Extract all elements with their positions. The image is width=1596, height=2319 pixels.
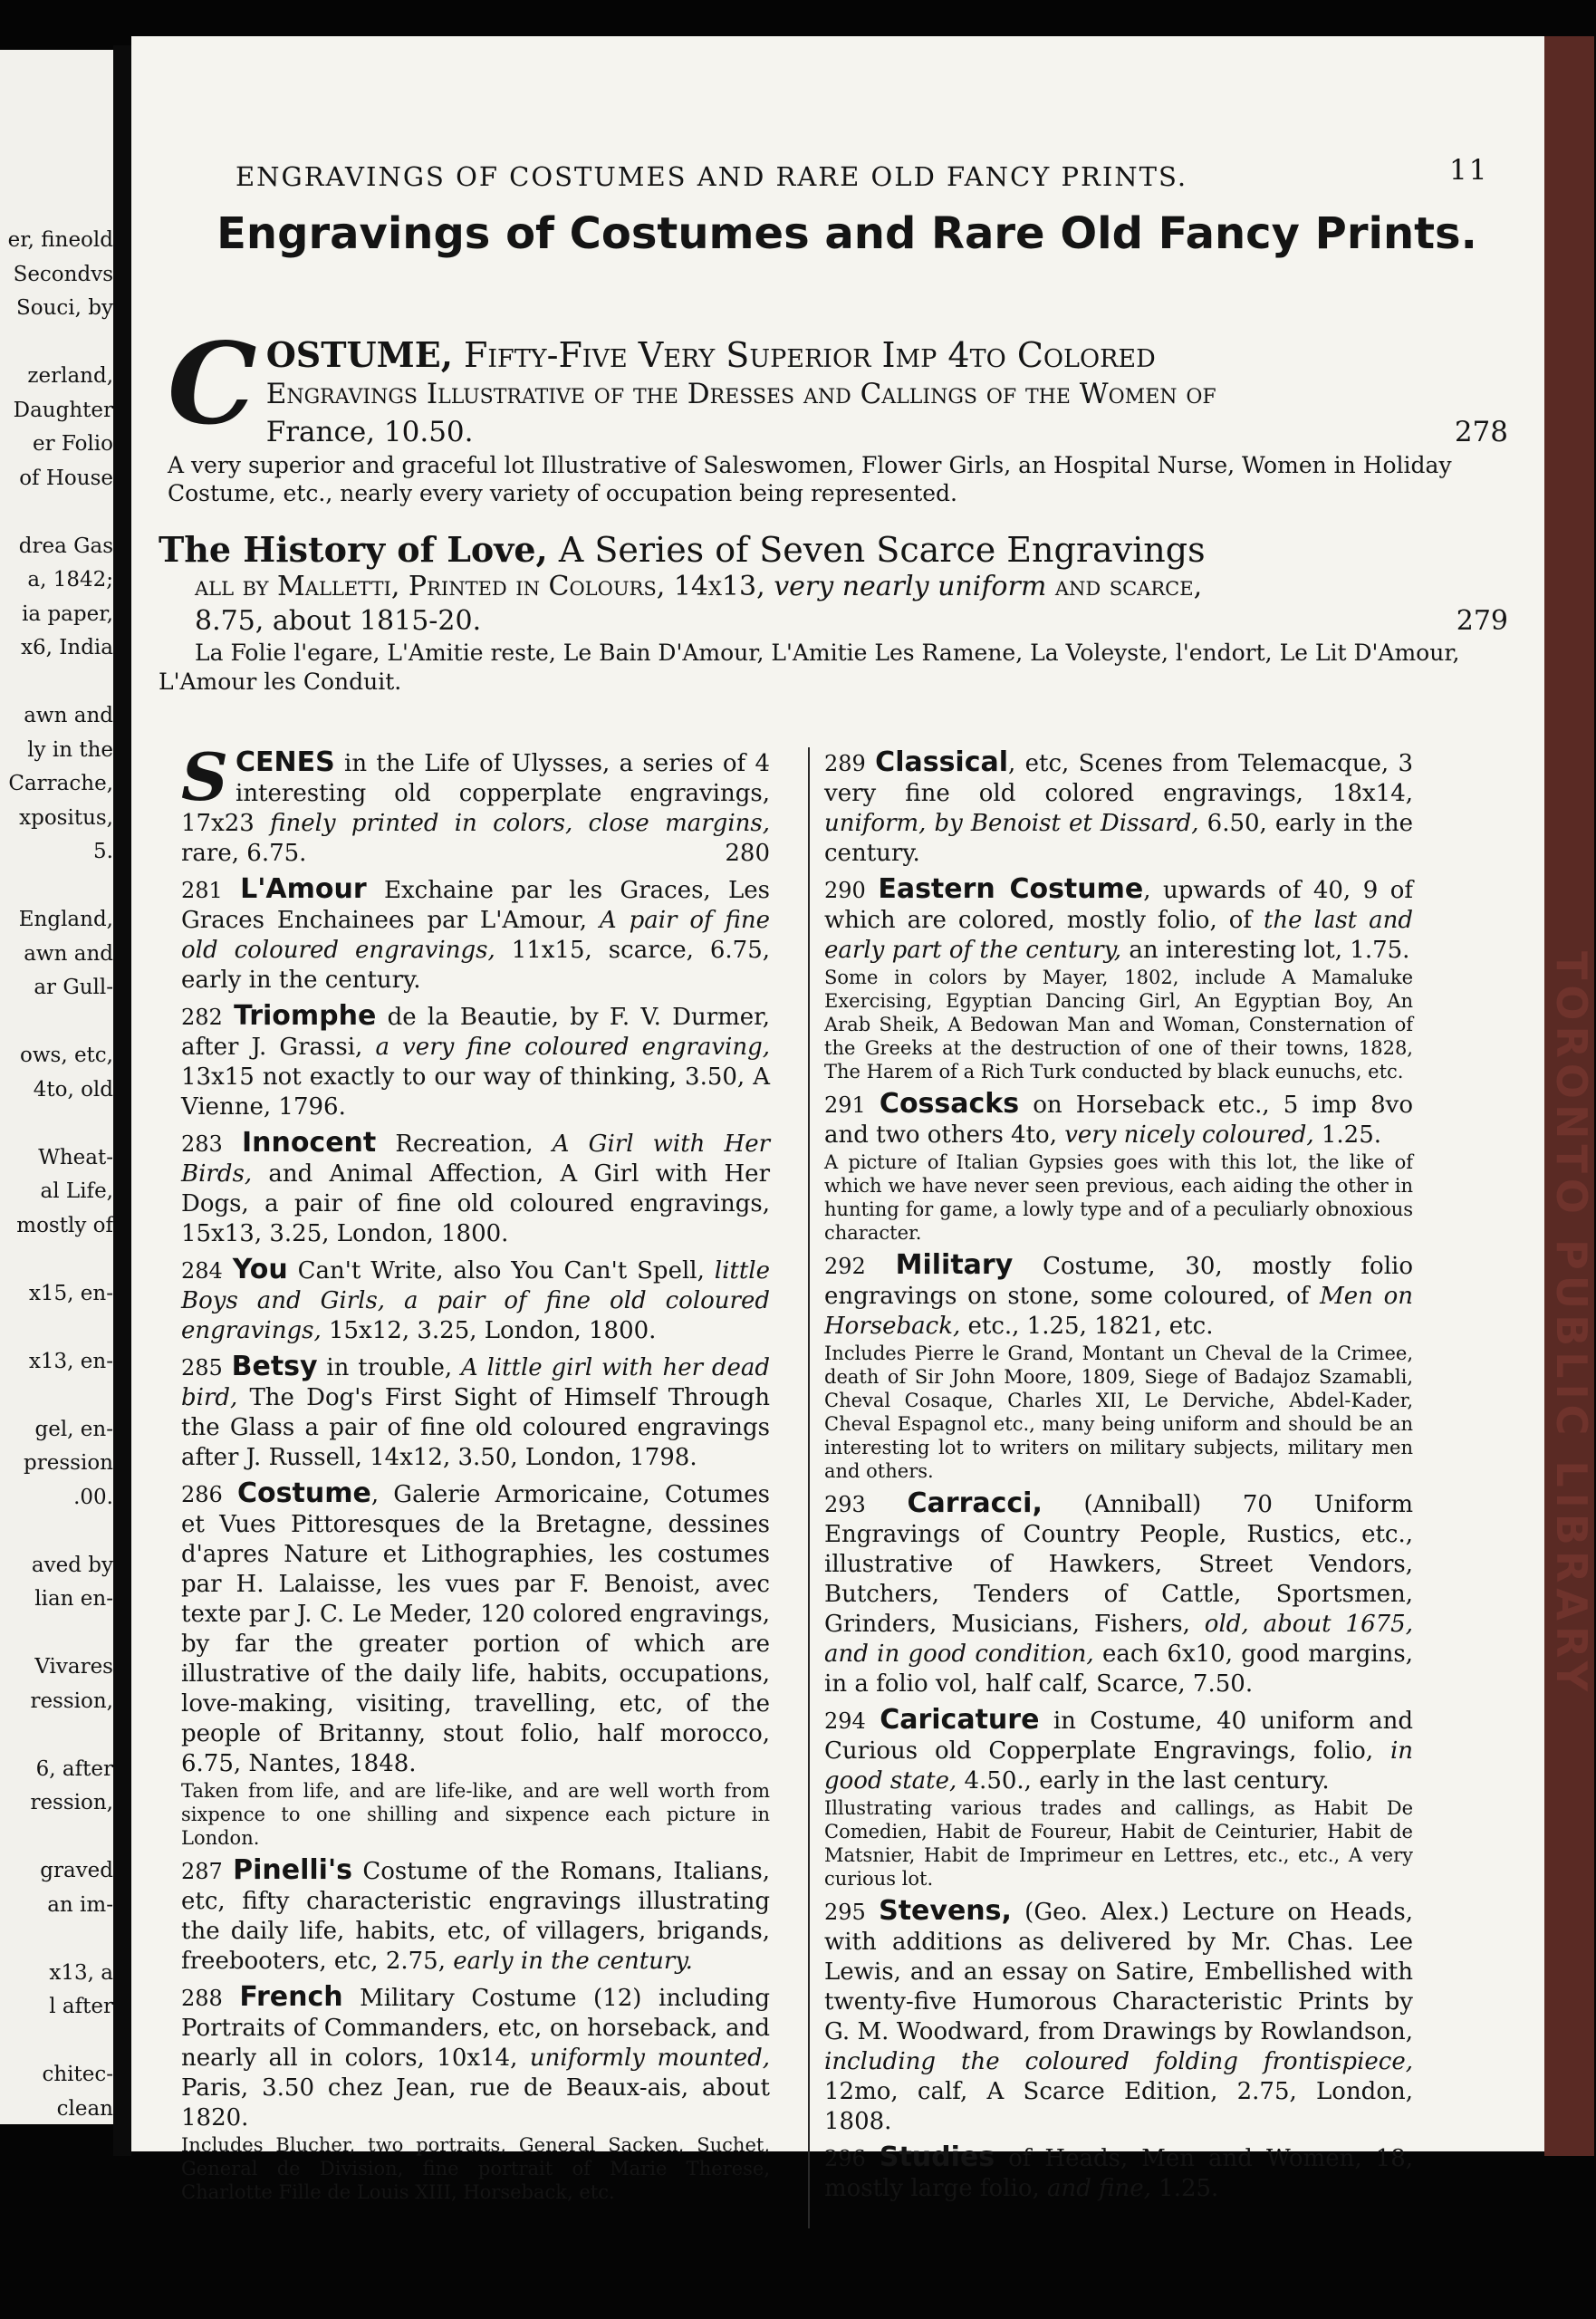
dropcap-c: C: [168, 319, 257, 450]
lot-title: Studies: [879, 2141, 995, 2173]
lot-body: in Costume, 40 uniform and Curious old Copperplate Engravings, folio,: [824, 1708, 1413, 1765]
lot-body: , etc, Scenes from Telemacque, 3 very fine old colored engravings, 18x14,: [824, 750, 1414, 807]
lot-number: 287: [181, 1859, 223, 1884]
lot-title: L'Amour: [240, 873, 367, 905]
history-description: La Folie l'egare, L'Amitie reste, Le Bain D'Amour, L'Amitie Les Ramene, La Voleyste, l'endort, Le Lit D'Amour, L'Amour les Conduit.: [159, 640, 1460, 695]
lot-title: Triomphe: [234, 1000, 377, 1032]
facing-page-line: ression,: [30, 1689, 113, 1713]
lot-title: Caricature: [880, 1704, 1040, 1736]
facing-page-line: ows, etc,: [19, 1044, 113, 1067]
lot-body-end: 1.25.: [1313, 1121, 1382, 1149]
lot-body-italic: including the coloured folding frontispiece,: [824, 2048, 1413, 2075]
lot-body: on Horseback etc., 5 imp 8vo and two others 4to,: [824, 1092, 1414, 1149]
lot-body: in the Life of Ulysses, a series of 4 interesting old copperplate engravings, 17x23: [181, 750, 770, 837]
lot-287: [181, 1855, 770, 1977]
facing-page-line: a, 1842;: [27, 568, 113, 592]
facing-page-line: chitec-: [42, 2063, 113, 2086]
lot-text: [181, 1255, 770, 1346]
lot-body: Exchaine par les Graces, Les Graces Enchainees par L'Amour,: [181, 877, 770, 934]
lot-text: [824, 1089, 1413, 1150]
lot-body: (Geo. Alex.) Lecture on Heads, with additions as delivered by Mr. Chas. Lee Lewis, and an essay on Satire, Embellished with twenty-five Humorous Characteristic Prints by G. M. Woodward, from Drawings by Rowlandson,: [824, 1899, 1413, 2045]
lot-text: [181, 1982, 770, 2133]
lot-body-end: 4.50., early in the last century.: [957, 1767, 1330, 1795]
lot-288: [181, 1982, 770, 2204]
lot-title: You: [232, 1254, 288, 1285]
running-header: [236, 154, 1504, 192]
lot-note: Taken from life, and are life-like, and are well worth from sixpence to one shilling and sixpence each picture in London.: [181, 1780, 770, 1849]
lot-title: Eastern Costume: [878, 873, 1144, 905]
lot-text: [181, 1478, 770, 1779]
lot-body: Costume of the Romans, Italians, etc, fifty characteristic engravings illustrating the daily life, habits, etc, of villagers, brigands, freebooters, etc, 2.75,: [181, 1858, 771, 1975]
lot-title: Costume: [237, 1477, 371, 1509]
lot-body-end: Paris, 3.50 chez Jean, rue de Beaux-ais, about 1820.: [181, 2074, 770, 2131]
history-heading: [159, 530, 1508, 570]
lot-title: Stevens,: [879, 1895, 1012, 1927]
facing-page-line: England,: [18, 908, 113, 931]
lot-title: Military: [895, 1249, 1014, 1281]
facing-page-line: of House: [19, 466, 113, 490]
lot-number: 288: [181, 1986, 223, 2011]
lot-number: 284: [181, 1258, 223, 1284]
lot-number: 286: [181, 1482, 223, 1507]
lot-body: Military Costume (12) including Portraits of Commanders, etc, on horseback, and nearly all in colors, 10x14,: [181, 1985, 770, 2072]
lot-281: [181, 874, 770, 996]
lot-body-end: 15x12, 3.25, London, 1800.: [321, 1317, 657, 1344]
history-title-rest: A Series of Seven Scarce Engravings: [547, 530, 1206, 570]
lot-text: [181, 874, 770, 996]
lot-text: [181, 1855, 770, 1977]
lot-number: 280: [725, 840, 770, 867]
facing-page-line: Souci, by: [16, 296, 113, 320]
lot-295: [824, 1896, 1413, 2137]
facing-page-line: Daughter: [13, 398, 113, 422]
costume-line2: Engravings Illustrative of the Dresses and Callings of the Women of: [265, 378, 1216, 410]
history-line2: all by Malletti, Printed in Colours, 14x13, very nearly uniform and scarce,: [195, 571, 1203, 602]
lot-286: [181, 1478, 770, 1850]
lot-text: [181, 738, 770, 869]
lot-number: 295: [824, 1900, 866, 1925]
lot-290: [824, 874, 1413, 1083]
facing-page-line: lian en-: [34, 1587, 113, 1611]
lot-285: [181, 1352, 770, 1473]
costume-heading: [168, 335, 1508, 375]
costume-title-rest: Fifty-Five Very Superior Imp 4to Colored: [452, 335, 1156, 375]
history-line3: 8.75, about 1815-20. 279: [195, 605, 1508, 637]
lot-body-italic: the last and early part of the century,: [824, 907, 1413, 964]
facing-page-line: x6, India: [21, 636, 113, 659]
facing-page-line: pression: [24, 1451, 113, 1475]
facing-page-line: x13, en-: [28, 1349, 113, 1373]
lot-text: [824, 2142, 1413, 2204]
left-column: [181, 738, 771, 2209]
lot-title: Carracci,: [907, 1487, 1043, 1519]
lot-number: 291: [824, 1092, 866, 1118]
lot-body-italic: finely printed in colors, close margins,: [270, 810, 770, 837]
lot-body-italic: very nicely coloured,: [1064, 1121, 1314, 1149]
facing-page-line: .00.: [73, 1485, 113, 1509]
lot-293: [824, 1488, 1413, 1699]
facing-page-line: clean: [56, 2096, 113, 2121]
lot-body: , Galerie Armoricaine, Cotumes et Vues Pittoresques de la Bretagne, dessines d'apres Nature et Lithographies, les costumes par H. Lalaisse, les vues par F. Benoist, avec texte par J. C. Le Meder, 120 colored engravings, by far the greater portion of which are illustrative of the daily life, habits, occupations, love-making, visiting, travelling, etc, of the people of Britanny, stout folio, half morocco, 6.75, Nantes, 1848.: [181, 1481, 770, 1777]
lot-number: 279: [1456, 605, 1508, 637]
lot-body-italic: A Girl with Her Birds,: [181, 1131, 771, 1188]
costume-line3: France, 10.50. 278: [168, 413, 1508, 451]
lot-text: [181, 1352, 770, 1473]
lot-title: Classical: [875, 746, 1009, 778]
lot-284: [181, 1255, 770, 1346]
lot-body-italic: A little girl with her dead bird,: [181, 1354, 771, 1411]
lot-body-end: each 6x10, good margins, in a folio vol, half calf, Scarce, 7.50.: [824, 1641, 1414, 1698]
lot-text: [181, 1001, 770, 1122]
facing-page-line: 4to, old: [33, 1077, 113, 1102]
facing-page-line: Carrache,: [8, 772, 113, 795]
lot-280: [181, 738, 770, 869]
lot-text: [824, 1705, 1413, 1796]
lot-body-italic: little Boys and Girls, a pair of fine old coloured engravings,: [181, 1257, 771, 1344]
lot-body-end: 13x15 not exactly to our way of thinking, 3.50, A Vienne, 1796.: [181, 1063, 770, 1121]
history-of-love-section: [159, 530, 1508, 697]
lot-number: 289: [824, 751, 866, 776]
lot-296: [824, 2142, 1413, 2204]
lot-283: [181, 1128, 770, 1249]
lot-body-end: and Animal Affection, A Girl with Her Dogs, a pair of fine old coloured engravings, 15x13, 3.25, London, 1800.: [181, 1160, 770, 1247]
lot-body-end: 6.50, early in the century.: [824, 810, 1413, 867]
facing-page-line: ression,: [30, 1791, 113, 1814]
lot-number: 296: [824, 2146, 866, 2171]
lot-text: [824, 1488, 1413, 1699]
page-number: 11: [1449, 154, 1489, 187]
lot-number: 292: [824, 1254, 866, 1279]
lot-294: [824, 1705, 1413, 1891]
lot-title: Cossacks: [879, 1088, 1020, 1120]
facing-page-line: graved: [40, 1859, 113, 1882]
lot-number: 278: [1454, 416, 1508, 448]
facing-page-line: 6, after: [35, 1756, 113, 1781]
facing-page-line: er Folio: [32, 432, 113, 456]
column-rule: [808, 747, 810, 2228]
lot-body-italic: in good state,: [824, 1737, 1413, 1795]
lot-title: Betsy: [231, 1351, 318, 1382]
facing-page-line: ly in the: [27, 737, 113, 762]
lot-note: Illustrating various trades and callings, as Habit De Comedien, Habit de Foureur, Habit de Ceinturier, Habit de Matsnier, Habit de Imprimeur en Lettres, etc., etc., A very curious lot.: [824, 1797, 1413, 1890]
lot-body: (Anniball) 70 Uniform Engravings of Country People, Rustics, etc., illustrative of Hawkers, Street Vendors, Butchers, Tenders of Cattle, Sportsmen, Grinders, Musicians, Fishers,: [824, 1491, 1414, 1638]
lot-note: Some in colors by Mayer, 1802, include A Mamaluke Exercising, Egyptian Dancing Girl, An Egyptian Boy, An Arab Sheik, A Bedowan Man and Woman, Consternation of the Greeks at the destruction of one of their towns, 1828, The Harem of a Rich Turk conducted by black eunuchs, etc.: [824, 967, 1413, 1083]
facing-page-line: aved by: [31, 1553, 113, 1577]
lot-body: Costume, 30, mostly folio engravings on stone, some coloured, of: [824, 1253, 1413, 1310]
facing-page-line: 5.: [93, 840, 113, 863]
facing-page-line: ia paper,: [22, 601, 113, 626]
lot-body-italic: and fine,: [1047, 2175, 1151, 2202]
catalogue-page: [131, 36, 1544, 2203]
facing-page-line: mostly of: [16, 1213, 113, 1237]
facing-page-line: er, fineold: [7, 228, 113, 252]
lot-text: [824, 747, 1413, 869]
facing-page-line: drea Gas: [18, 534, 113, 558]
facing-page-line: Wheat-: [38, 1145, 113, 1169]
costume-description: A very superior and graceful lot Illustrative of Saleswomen, Flower Girls, an Hospital Nurse, Women in Holiday Costume, etc., nearly every variety of occupation being represented.: [168, 452, 1452, 506]
lot-number: 294: [824, 1708, 866, 1734]
lot-text: [181, 1128, 770, 1249]
lot-title: Pinelli's: [233, 1854, 353, 1886]
facing-page-line: x13, a: [49, 1960, 113, 1985]
page-title: Engravings of Costumes and Rare Old Fancy Prints.: [216, 208, 1477, 259]
lot-note: Includes Pierre le Grand, Montant un Cheval de la Crimee, death of Sir John Moore, 1809, Siege of Badajoz Szamabli, Cheval Cosaque, Charles XII, Le Derviche, Abdel-Kader, Cheval Espagnol etc., many being uniform and should be an interesting lot to writers on military subjects, military men and others.: [824, 1342, 1413, 1482]
lot-number: 283: [181, 1131, 223, 1157]
facing-page-line: x15, en-: [28, 1281, 113, 1305]
facing-page-line: l after: [49, 1995, 113, 2018]
lot-282: [181, 1001, 770, 1122]
lot-body-end: rare, 6.75.: [181, 840, 307, 867]
running-title: ENGRAVINGS OF COSTUMES AND RARE OLD FANCY PRINTS.: [236, 161, 1188, 192]
lot-text: [824, 1896, 1413, 2137]
lot-number: 293: [824, 1492, 866, 1517]
facing-page-line: awn and: [24, 704, 113, 727]
lot-291: [824, 1089, 1413, 1245]
lot-289: [824, 747, 1413, 869]
lot-title: Innocent: [241, 1127, 377, 1159]
lot-body: , upwards of 40, 9 of which are colored, mostly folio, of: [824, 877, 1414, 934]
lot-body-italic: uniformly mounted,: [529, 2045, 770, 2072]
lot-body: Recreation,: [376, 1131, 553, 1158]
lot-body-italic: old, about 1675, and in good condition,: [824, 1611, 1413, 1668]
lot-body-italic: Men on Horseback,: [824, 1283, 1414, 1340]
lot-body-end: The Dog's First Sight of Himself Through the Glass a pair of fine old coloured engravings after J. Russell, 14x12, 3.50, London, 1798.: [181, 1384, 770, 1471]
lot-292: [824, 1250, 1413, 1483]
facing-page-line: gel, en-: [34, 1417, 113, 1441]
lot-body: de la Beautie, by F. V. Durmer, after J. Grassi,: [181, 1004, 771, 1061]
costume-section: [168, 319, 1508, 507]
facing-page-line: xpositus,: [19, 805, 113, 830]
lot-number: 282: [181, 1005, 223, 1030]
lot-text: [824, 874, 1413, 966]
lot-body: Can't Write, also You Can't Spell,: [287, 1257, 715, 1285]
lot-body-italic: A pair of fine old coloured engravings,: [181, 907, 770, 964]
lot-body-end: etc., 1.25, 1821, etc.: [960, 1313, 1214, 1340]
history-head: The History of Love,: [159, 529, 548, 570]
lot-number: 281: [181, 878, 223, 903]
lot-body-italic: uniform, by Benoist et Dissard,: [824, 810, 1199, 837]
library-stamp: TORONTO PUBLIC LIBRARY: [1547, 951, 1596, 1698]
lot-note: A picture of Italian Gypsies goes with this lot, the like of which we have never seen previous, each aiding the other in hunting for game, a lowly type and of a peculiarly obnoxious character.: [824, 1151, 1413, 1244]
lot-number: 290: [824, 878, 866, 903]
facing-page-line: ar Gull-: [34, 976, 113, 999]
facing-page-line: Secondvs: [13, 262, 113, 286]
costume-head: OSTUME,: [265, 334, 453, 375]
lot-body-end: 12mo, calf, A Scarce Edition, 2.75, London, 1808.: [824, 2078, 1413, 2135]
lot-body-end: 1.25.: [1150, 2175, 1219, 2202]
facing-page-line: zerland,: [27, 364, 113, 388]
lot-text: [824, 1250, 1413, 1342]
dropcap-s: S: [181, 738, 228, 815]
right-column: [824, 747, 1413, 2209]
facing-page-line: al Life,: [40, 1179, 113, 1203]
lot-note: Includes Blucher, two portraits, General Sacken, Suchet, General de Division, fine portrait of Marie Therese, Charlotte Fille de Louis XIII, Horseback, etc.: [181, 2134, 770, 2203]
lot-body-end: an interesting lot, 1.75.: [1121, 937, 1410, 964]
lot-body: in trouble,: [317, 1354, 461, 1381]
lot-number: 285: [181, 1355, 223, 1381]
facing-page-line: Vivares: [34, 1655, 113, 1679]
lot-body-italic: a very fine coloured engraving,: [375, 1034, 770, 1061]
lot-body: of Heads, Men and Women, 18, mostly large folio,: [824, 2145, 1413, 2202]
facing-page-fragment: [0, 50, 113, 2124]
lot-title: French: [239, 1981, 343, 2013]
lot-body-italic: early in the century.: [453, 1948, 693, 1975]
facing-page-line: an im-: [47, 1892, 113, 1917]
facing-page-line: awn and: [24, 941, 113, 966]
book-gutter: [113, 45, 131, 2156]
lot-title: CENES: [236, 746, 335, 778]
lot-body-end: 11x15, scarce, 6.75, early in the century.: [181, 937, 770, 994]
